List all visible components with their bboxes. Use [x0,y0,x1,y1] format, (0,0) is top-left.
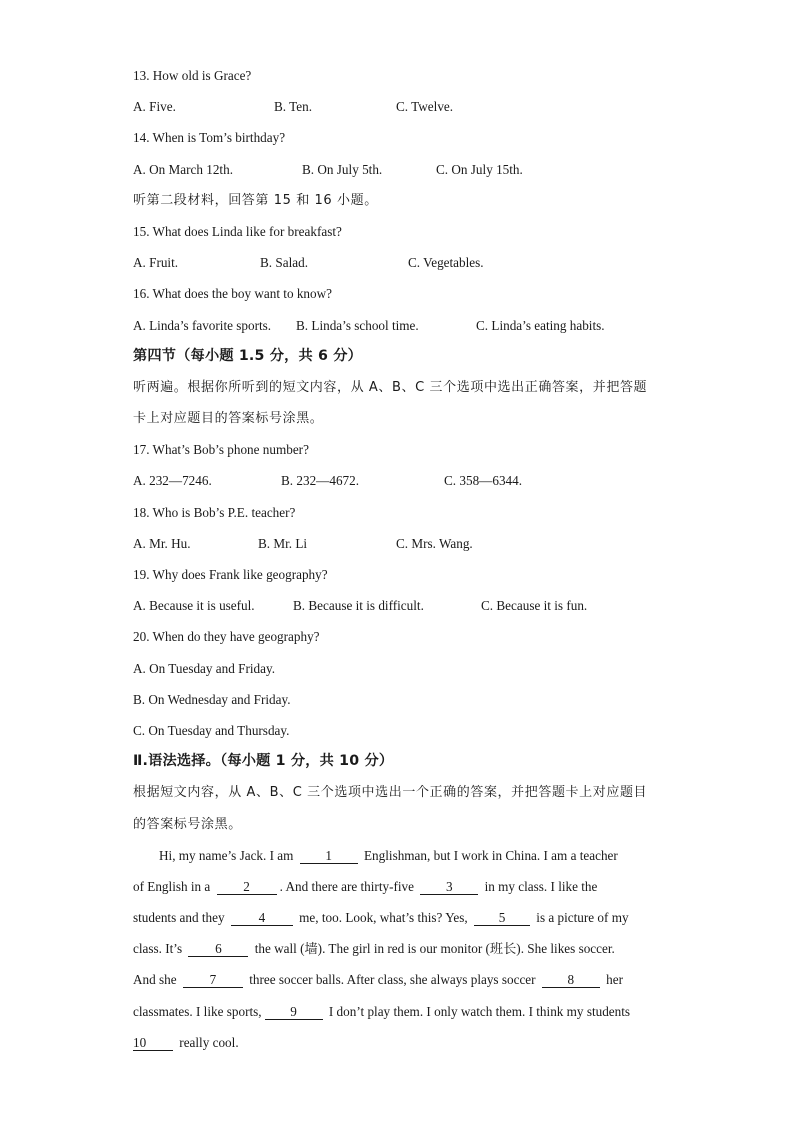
section-4-instruction-line-2: 卡上对应题目的答案标号涂黑。 [133,411,324,427]
option-b: B. Linda’s school time. [296,317,419,333]
option-c: C. Vegetables. [408,255,484,271]
question-13: 13. How old is Grace? [133,68,252,83]
options-18 [133,530,673,561]
passage-line-1 [133,842,673,873]
grammar-instruction-line-1: 根据短文内容，从 A、B、C 三个选项中选出一个正确的答案，并把答题卡上对应题目 [133,785,648,801]
passage-text: of English in a [133,878,211,894]
blank-1: 1 [300,848,358,864]
question-19: 19. Why does Frank like geography? [133,567,328,582]
option-b: B. On Wednesday and Friday. [133,691,291,707]
options-13 [133,93,673,124]
option-c: C. Linda’s eating habits. [476,317,605,333]
option-b: B. 232—4672. [281,473,360,489]
section-4-heading: 第四节（每小题 1.5 分，共 6 分） [133,347,363,364]
option-c: C. Because it is fun. [481,598,588,614]
question-16: 16. What does the boy want to know? [133,286,332,302]
option-a: A. Five. [133,99,176,115]
option-a: A. On Tuesday and Friday. [133,660,276,676]
passage-line-7 [133,1029,673,1060]
option-c: C. On July 15th. [436,161,523,177]
passage-text: her [606,972,623,988]
option-a: A. On March 12th. [133,161,233,177]
blank-6: 6 [188,941,248,957]
grammar-instruction-line-2: 的答案标号涂黑。 [133,816,242,832]
passage-text: I don’t play them. I only watch them. I think my students [328,1003,631,1019]
passage-text: Hi, my name’s Jack. I am [159,847,294,863]
option-c: C. Twelve. [396,99,454,115]
instruction-listening-2: 听第二段材料，回答第 15 和 16 小题。 [133,192,378,208]
question-14: 14. When is Tom’s birthday? [133,130,286,146]
passage-line-2 [133,873,673,904]
options-17 [133,467,673,498]
blank-7: 7 [183,972,243,988]
passage-text: is a picture of my [536,910,629,926]
passage-text: classmates. I like sports, [133,1003,262,1019]
option-b: B. Salad. [260,255,308,271]
passage-text: the wall (墙). The girl in red is our monitor (班长). She likes soccer. [254,941,615,957]
option-a: A. Because it is useful. [133,598,255,614]
options-19 [133,592,673,623]
passage-text: And she [133,972,177,988]
passage-line-4 [133,935,673,966]
question-15: 15. What does Linda like for breakfast? [133,223,342,239]
passage-line-3 [133,904,673,935]
option-b: B. Because it is difficult. [293,598,424,614]
options-16 [133,312,673,343]
option-c: C. Mrs. Wang. [396,535,473,551]
section-4-instruction-line-1: 听两遍。根据你所听到的短文内容，从 A、B、C 三个选项中选出正确答案，并把答题 [133,379,648,395]
question-17: 17. What’s Bob’s phone number? [133,442,309,458]
passage-text: class. It’s [133,941,183,957]
passage-text: students and they [133,910,225,926]
passage-line-5 [133,966,673,997]
option-b: B. On July 5th. [302,161,383,177]
question-20: 20. When do they have geography? [133,629,320,645]
option-b: B. Mr. Li [258,535,308,551]
passage-text: really cool. [179,1034,239,1050]
option-a: A. 232—7246. [133,473,212,489]
blank-2: 2 [217,879,277,895]
blank-10: 10 [133,1035,173,1051]
passage-text: in my class. I like the [484,878,598,894]
blank-9: 9 [265,1004,323,1020]
passage-text: three soccer balls. After class, she always plays soccer [249,972,536,988]
blank-8: 8 [542,972,600,988]
option-b: B. Ten. [274,99,313,115]
blank-4: 4 [231,910,293,926]
passage-text: . And there are thirty-five [279,878,414,894]
blank-3: 3 [420,879,478,895]
option-a: A. Linda’s favorite sports. [133,317,272,333]
option-c: C. 358—6344. [444,473,523,489]
option-a: A. Mr. Hu. [133,535,191,551]
passage-text: Englishman, but I work in China. I am a teacher [364,847,618,863]
options-14 [133,156,673,187]
blank-5: 5 [474,910,530,926]
exam-page [133,62,673,1060]
grammar-section-heading: Ⅱ.语法选择。（每小题 1 分，共 10 分） [133,753,394,770]
option-c: C. On Tuesday and Thursday. [133,722,290,738]
question-18: 18. Who is Bob’s P.E. teacher? [133,504,296,520]
options-15 [133,249,673,280]
passage-line-6 [133,998,673,1029]
passage-text: me, too. Look, what’s this? Yes, [299,910,468,926]
option-a: A. Fruit. [133,255,179,271]
